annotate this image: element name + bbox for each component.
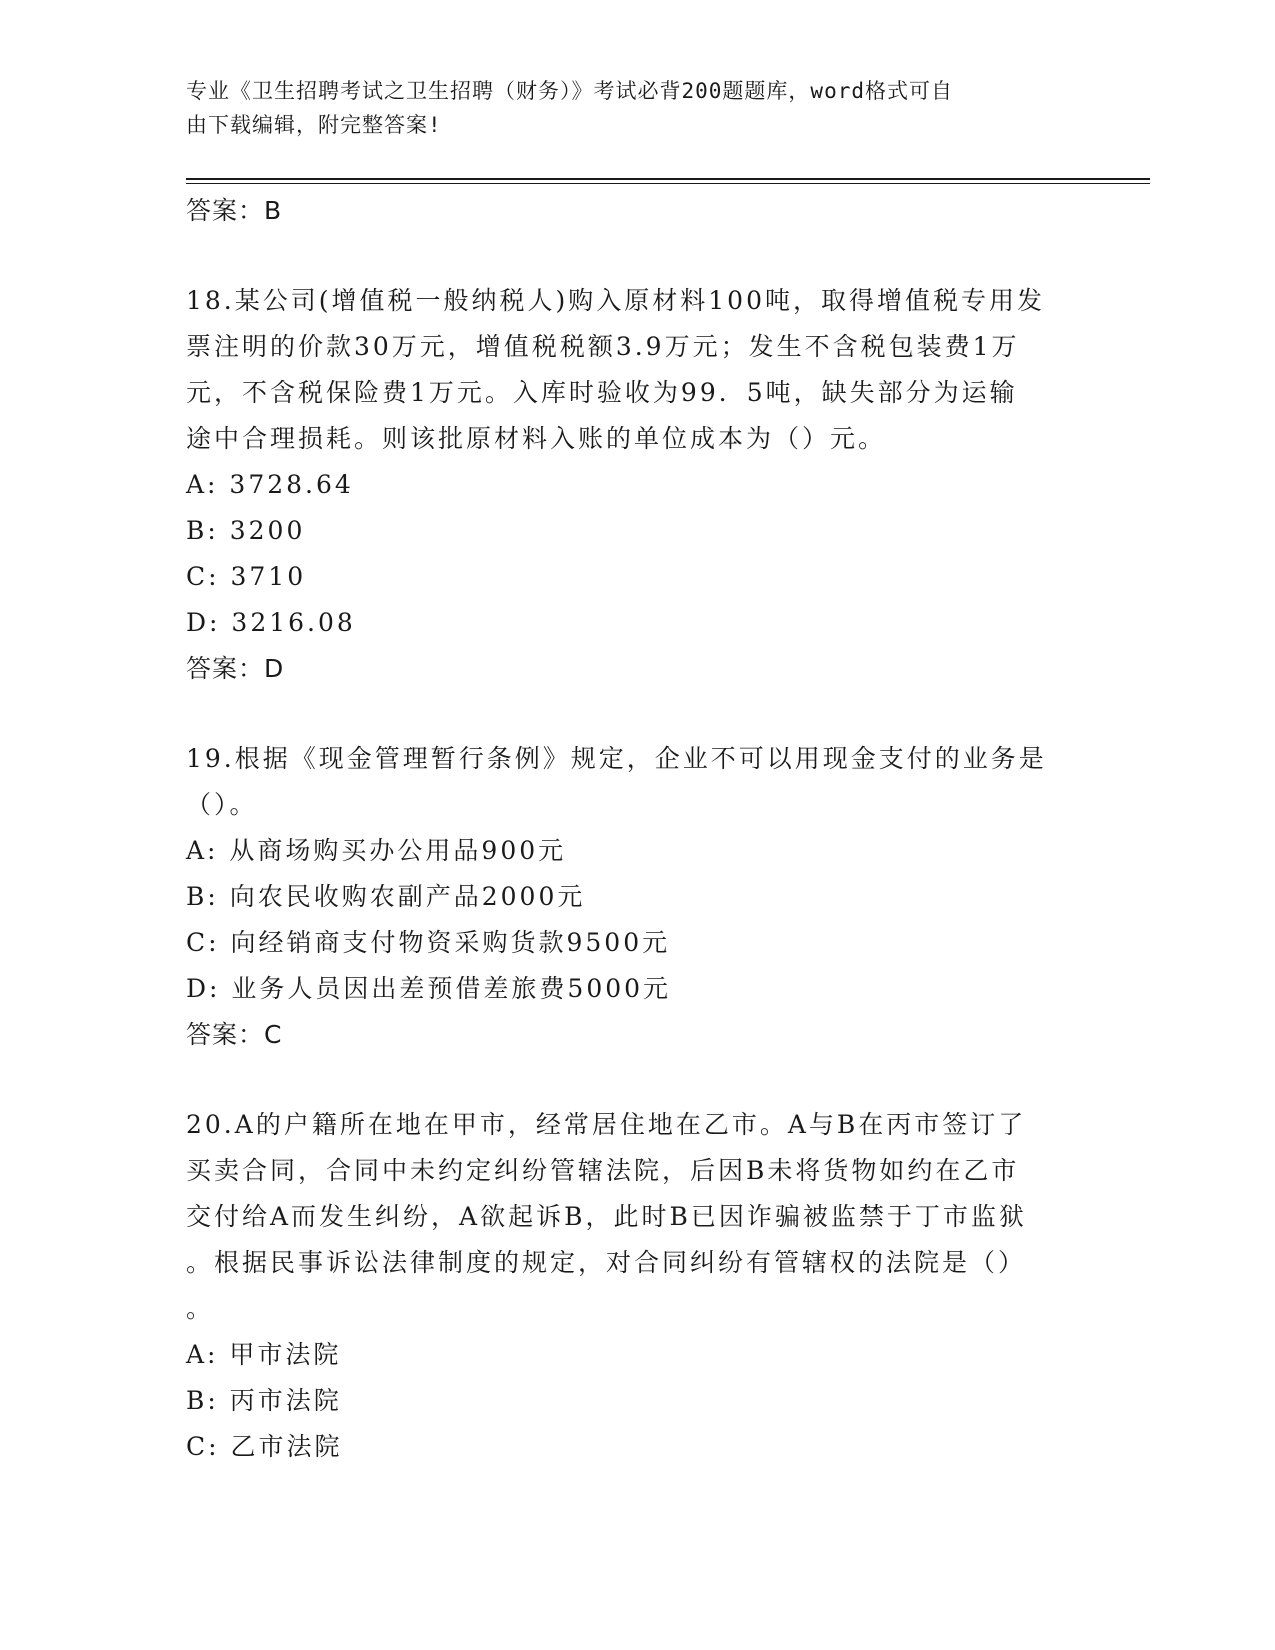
question-line: 买卖合同，合同中未约定纠纷管辖法院，后因B未将货物如约在乙市: [186, 1156, 1020, 1185]
page-header: [186, 74, 1066, 142]
question-text: [186, 278, 1086, 462]
option-b: B: 向农民收购农副产品2000元: [186, 882, 586, 911]
document-body: [186, 188, 1086, 1470]
spacer: [186, 1058, 1086, 1102]
question-text: [186, 1102, 1086, 1332]
question-block: [186, 278, 1086, 692]
question-line: 票注明的价款30万元，增值税税额3.9万元；发生不含税包装费1万: [186, 332, 1020, 361]
header-divider: [186, 178, 1150, 180]
option-d: D: 3216.08: [186, 608, 356, 637]
option-c: C: 向经销商支付物资采购货款9500元: [186, 928, 671, 957]
question-line: 元，不含税保险费1万元。入库时验收为99．5吨，缺失部分为运输: [186, 378, 1018, 407]
option-c: C: 乙市法院: [186, 1432, 343, 1461]
header-divider-thin: [186, 183, 1150, 184]
question-block: [186, 736, 1086, 1058]
option-a: A: 3728.64: [186, 470, 354, 499]
question-line: 途中合理损耗。则该批原材料入账的单位成本为（）元。: [186, 424, 887, 453]
question-line: 。根据民事诉讼法律制度的规定，对合同纠纷有管辖权的法院是（）: [186, 1248, 1027, 1277]
option-a: A: 从商场购买办公用品900元: [186, 836, 567, 865]
option-b: B: 3200: [186, 516, 306, 545]
spacer: [186, 234, 1086, 278]
header-line: 专业《卫生招聘考试之卫生招聘（财务）》考试必背200题题库，word格式可自: [186, 79, 953, 103]
question-line: （）。: [186, 790, 258, 819]
option-d: D: 业务人员因出差预借差旅费5000元: [186, 974, 672, 1003]
question-line: 18.某公司(增值税一般纳税人)购入原材料100吨，取得增值税专用发: [186, 286, 1045, 315]
answer-label: 答案：B: [186, 196, 283, 225]
answer-label: 答案：D: [186, 654, 285, 683]
question-line: 19.根据《现金管理暂行条例》规定，企业不可以用现金支付的业务是: [186, 744, 1047, 773]
header-line: 由下载编辑，附完整答案!: [186, 113, 442, 137]
option-a: A: 甲市法院: [186, 1340, 342, 1369]
answer-label: 答案：C: [186, 1020, 283, 1049]
spacer: [186, 692, 1086, 736]
question-line: 20.A的户籍所在地在甲市，经常居住地在乙市。A与B在丙市签订了: [186, 1110, 1027, 1139]
question-line: 。: [186, 1294, 215, 1323]
question-block: [186, 1102, 1086, 1470]
question-line: 交付给A而发生纠纷，A欲起诉B，此时B已因诈骗被监禁于丁市监狱: [186, 1202, 1027, 1231]
question-text: [186, 736, 1086, 828]
option-c: C: 3710: [186, 562, 307, 591]
option-b: B: 丙市法院: [186, 1386, 342, 1415]
